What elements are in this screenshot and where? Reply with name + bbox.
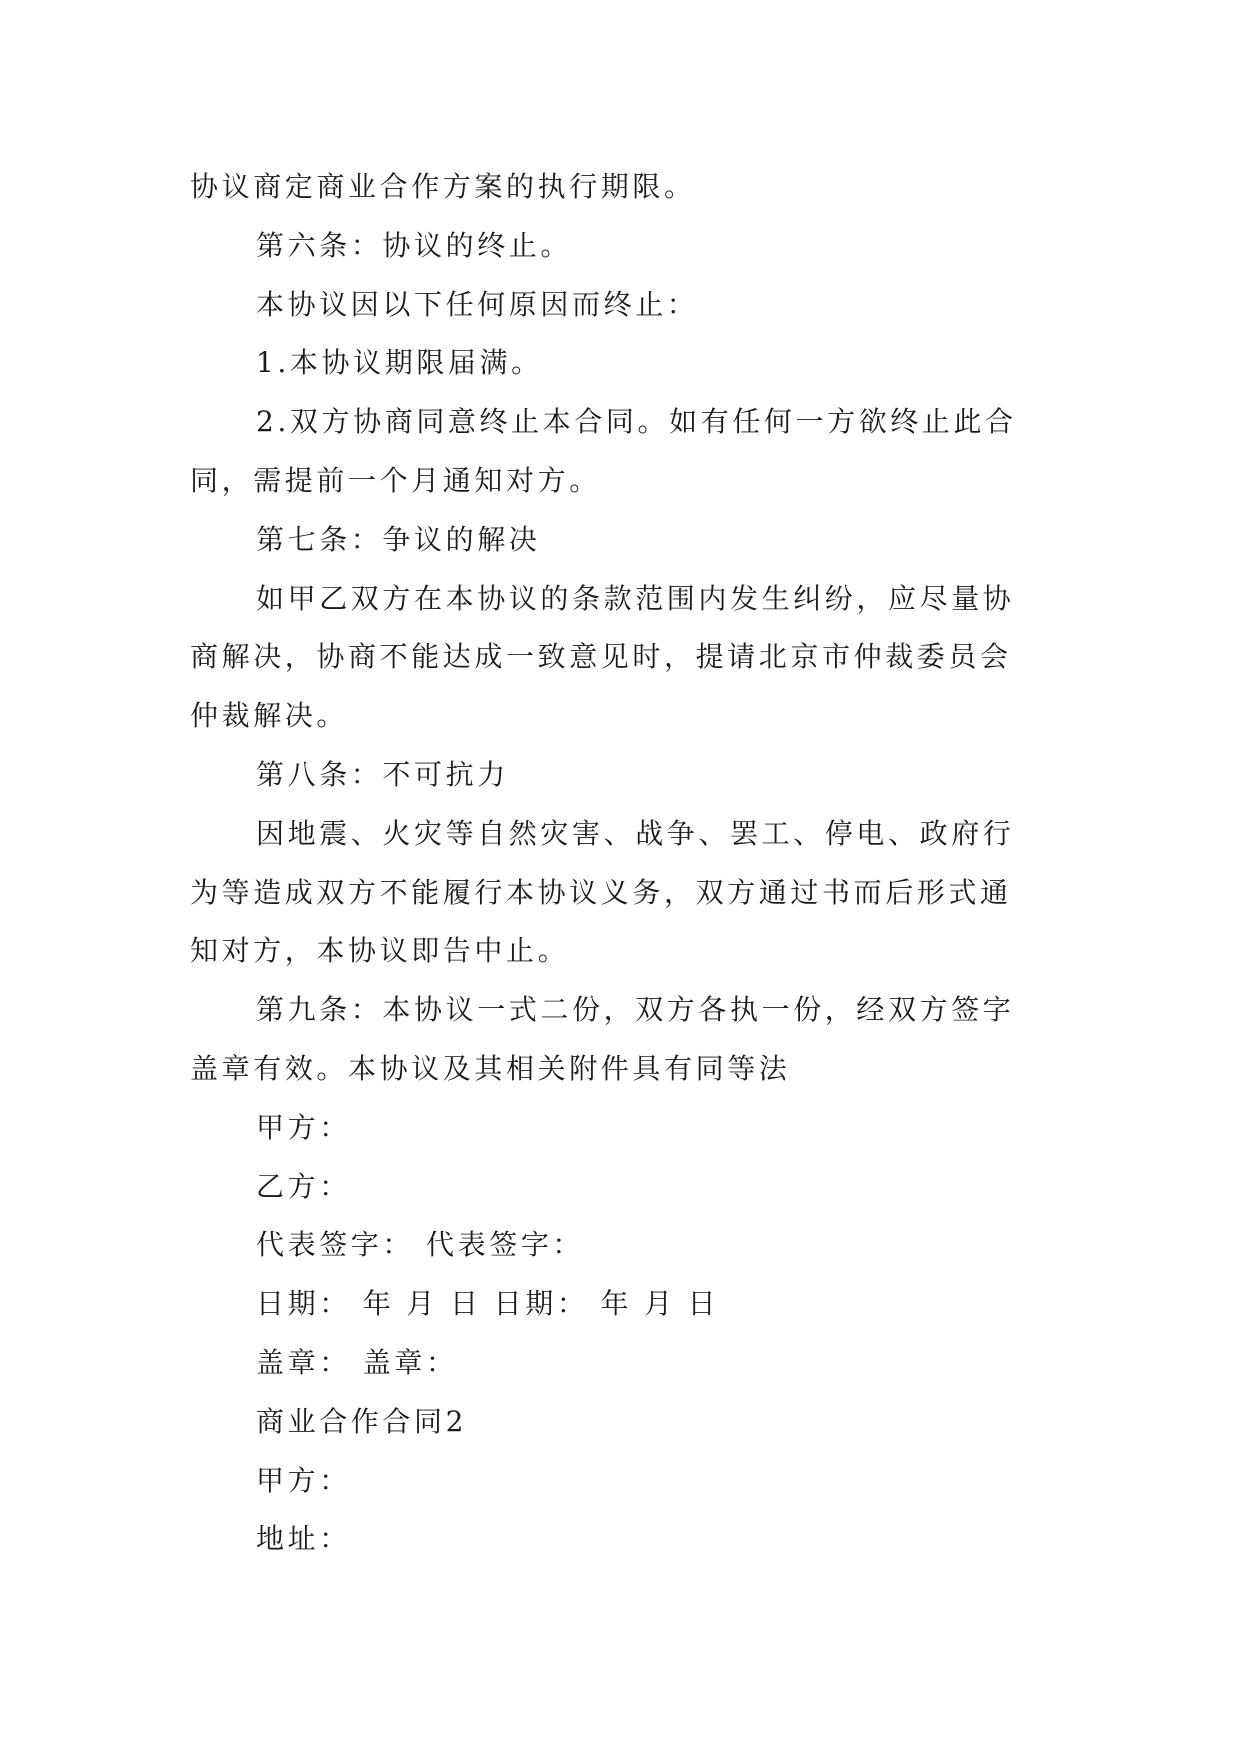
paragraph-line: 仲裁解决。 xyxy=(190,699,349,733)
day-label: 日 xyxy=(687,1287,720,1321)
document-body xyxy=(190,158,1052,1569)
date-label: 日期： xyxy=(493,1287,589,1321)
next-contract-title: 商业合作合同2 xyxy=(256,1404,468,1438)
year-label: 年 xyxy=(362,1287,395,1321)
representative-signature-label: 代表签字： xyxy=(256,1228,415,1262)
date-label: 日期： xyxy=(256,1287,351,1321)
list-item: 2.双方协商同意终止本合同。如有任何一方欲终止此合 xyxy=(256,405,1017,439)
seal-row xyxy=(190,1334,1052,1393)
next-address-label: 地址： xyxy=(256,1522,351,1556)
paragraph-line: 盖章有效。本协议及其相关附件具有同等法 xyxy=(190,1051,791,1085)
article-7-heading: 第七条：争议的解决 xyxy=(256,522,541,556)
list-item: 1.本协议期限届满。 xyxy=(256,346,543,380)
day-label: 日 xyxy=(450,1287,482,1321)
paragraph-line: 为等造成双方不能履行本协议义务，双方通过书而后形式通 xyxy=(190,875,1012,909)
month-label: 月 xyxy=(644,1287,676,1321)
paragraph-line: 如甲乙双方在本协议的条款范围内发生纠纷，应尽量协 xyxy=(256,581,1015,615)
paragraph-line: 同，需提前一个月通知对方。 xyxy=(190,463,601,497)
signature-row xyxy=(190,1216,1052,1275)
paragraph-line: 本协议因以下任何原因而终止： xyxy=(256,287,699,321)
party-a-label: 甲方： xyxy=(256,1110,351,1144)
article-8-heading: 第八条：不可抗力 xyxy=(256,757,509,791)
paragraph-line: 协议商定商业合作方案的执行期限。 xyxy=(190,170,696,203)
paragraph-line: 商解决，协商不能达成一致意见时，提请北京市仲裁委员会 xyxy=(190,640,1012,674)
seal-label: 盖章： xyxy=(362,1345,458,1379)
date-row xyxy=(190,1275,1052,1334)
representative-signature-label: 代表签字： xyxy=(426,1228,585,1262)
month-label: 月 xyxy=(406,1287,439,1321)
seal-label: 盖章： xyxy=(256,1345,351,1379)
paragraph-line: 因地震、火灾等自然灾害、战争、罢工、停电、政府行 xyxy=(256,816,1015,850)
article-6-heading: 第六条：协议的终止。 xyxy=(256,228,573,262)
article-9-heading: 第九条：本协议一式二份，双方各执一份，经双方签字 xyxy=(256,993,1015,1027)
party-b-label: 乙方： xyxy=(256,1169,351,1203)
next-party-a-label: 甲方： xyxy=(256,1463,351,1497)
paragraph-line: 知对方，本协议即告中止。 xyxy=(190,934,570,968)
year-label: 年 xyxy=(600,1287,633,1321)
